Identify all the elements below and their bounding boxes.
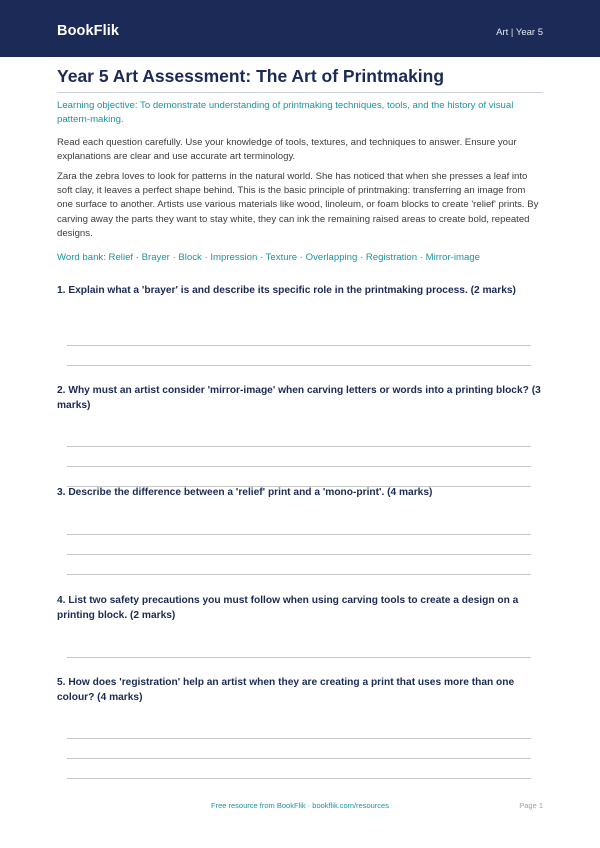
answer-line[interactable] (67, 466, 531, 467)
page-number: Page 1 (519, 801, 543, 810)
question-1: 1. Explain what a 'brayer' is and describe its specific role in the printmaking process. (2 marks) (57, 285, 516, 296)
learning-objective: Learning objective: To demonstrate understanding of printmaking techniques, tools, and the history of visual pattern-making. (57, 100, 514, 126)
page-header (0, 0, 600, 57)
subject-year-label: Art | Year 5 (496, 27, 543, 38)
question-5: 5. How does 'registration' help an artist when they are creating a print that uses more than one colour? (4 marks) (57, 677, 515, 703)
answer-line[interactable] (67, 534, 531, 535)
word-bank: Word bank: Relief · Brayer · Block · Impression · Texture · Overlapping · Registration · Mirror-image (57, 252, 480, 263)
answer-line[interactable] (67, 738, 531, 739)
footer-credit[interactable]: Free resource from BookFlik · bookflik.com/resources (211, 801, 389, 810)
answer-line[interactable] (67, 758, 531, 759)
question-3: 3. Describe the difference between a 'relief' print and a 'mono-print'. (4 marks) (57, 487, 433, 498)
instructions-text: Read each question carefully. Use your knowledge of tools, textures, and techniques to answer. Ensure your explanations are clear and use accurate art terminology. (57, 137, 517, 163)
answer-line[interactable] (67, 554, 531, 555)
answer-line[interactable] (67, 446, 531, 447)
question-4: 4. List two safety precautions you must follow when using carving tools to create a design on a printing block. (2 marks) (57, 595, 519, 621)
answer-line[interactable] (67, 574, 531, 575)
question-2: 2. Why must an artist consider 'mirror-image' when carving letters or words into a printing block? (3 marks) (57, 385, 541, 411)
answer-line[interactable] (67, 365, 531, 366)
reading-passage: Zara the zebra loves to look for patterns in the natural world. She has noticed that when she presses a leaf into soft clay, it leaves a perfect shape behind. This is the basic principle of printmaking: transferring an image from one surface to another. Artists use various materials like wood, linoleum, or foam blocks to create 'relief' prints. By carving away the parts they want to stay white, they can ink the remaining raised areas to create bold, repeated designs. (57, 171, 539, 239)
title-divider (57, 92, 543, 93)
brand-logo[interactable]: BookFlik (57, 23, 120, 39)
page-title: Year 5 Art Assessment: The Art of Printmaking (57, 66, 445, 86)
answer-line[interactable] (67, 657, 531, 658)
answer-line[interactable] (67, 345, 531, 346)
answer-line[interactable] (67, 778, 531, 779)
